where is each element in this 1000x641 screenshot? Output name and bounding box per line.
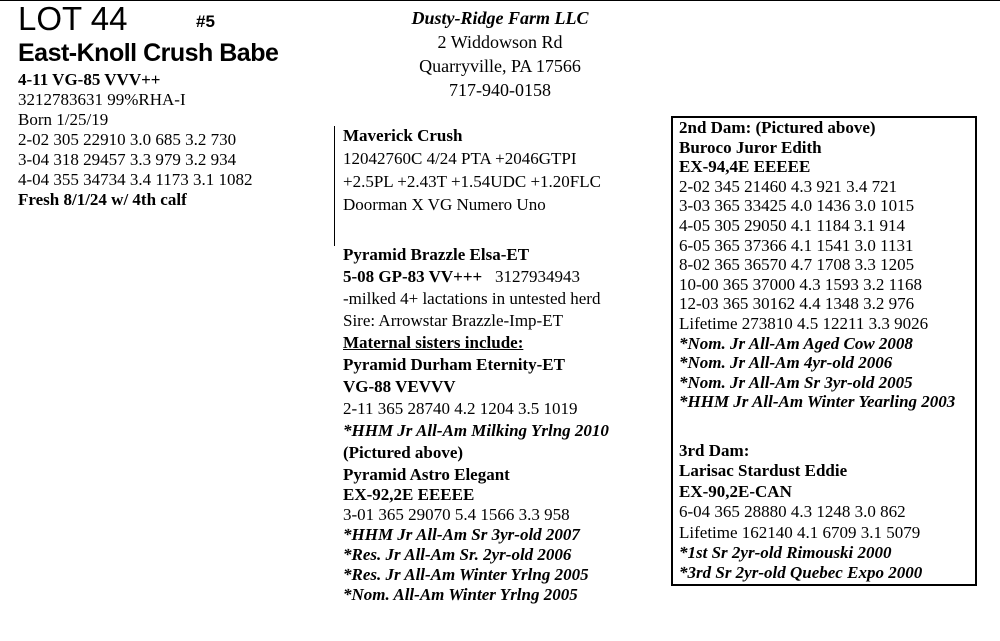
dam3-heading: 3rd Dam: [679,441,750,460]
dam-sire: Sire: Arrowstar Brazzle-Imp-ET [343,311,563,330]
dam2-record: 3-03 365 33425 4.0 1436 3.0 1015 [679,196,915,216]
sire-divider [334,126,335,246]
sire-line: 12042760C 4/24 PTA +2046GTPI [343,149,577,168]
dam-classification: 5-08 GP-83 VV+++ [343,267,483,286]
sister-block [343,465,589,605]
dam3-block [679,441,922,584]
production-record: 3-04 318 29457 3.3 979 3.2 934 [18,150,237,169]
sister-pictured: (Pictured above) [343,443,464,462]
farm-address: 2 Widdowson Rd [437,32,563,52]
dam-name: Pyramid Brazzle Elsa-ET [343,245,530,264]
animal-classification: 4-11 VG-85 VVV++ [18,70,161,89]
dam3-name: Larisac Stardust Eddie [679,461,848,481]
animal-name: East-Knoll Crush Babe [18,39,279,67]
dam2-name: Buroco Juror Edith [679,137,822,157]
farm-phone: 717-940-0158 [449,80,551,100]
sister-award: *Res. Jr All-Am Winter Yrlng 2005 [343,565,589,584]
fresh-date: Fresh 8/1/24 w/ 4th calf [18,190,187,209]
dam-classification-line [343,266,609,288]
dam2-lifetime: Lifetime 273810 4.5 12211 3.3 9026 [679,313,929,333]
dam2-award: *Nom. Jr All-Am 4yr-old 2006 [679,353,893,373]
dam-block [343,244,609,464]
dam2-heading: 2nd Dam: (Pictured above) [679,118,876,137]
sister-classification: EX-92,2E EEEEE [343,485,475,504]
sister-award: *Nom. All-Am Winter Yrlng 2005 [343,585,578,604]
dam-registration: 3127934943 [495,267,580,286]
animal-info [18,70,253,210]
dam2-award: *Nom. Jr All-Am Sr 3yr-old 2005 [679,372,913,392]
production-record: 2-02 305 22910 3.0 685 3.2 730 [18,130,237,149]
lot-sequence: #5 [196,12,215,31]
sire-line: +2.5PL +2.43T +1.54UDC +1.20FLC [343,172,601,191]
dam2-award: *HHM Jr All-Am Winter Yearling 2003 [679,392,956,412]
dam2-record: 12-03 365 30162 4.4 1348 3.2 976 [679,294,915,314]
dam3-record: 6-04 365 28880 4.3 1248 3.0 862 [679,502,906,522]
dam2-classification: EX-94,4E EEEEE [679,157,811,177]
dam2-record: 4-05 305 29050 4.1 1184 3.1 914 [679,215,906,235]
dam2-record: 8-02 365 36570 4.7 1708 3.3 1205 [679,255,915,275]
dam3-lifetime: Lifetime 162140 4.1 6709 3.1 5079 [679,522,921,542]
dam2-record: 6-05 365 37366 4.1 1541 3.0 1131 [679,235,914,255]
sister-classification: VG-88 VEVVV [343,377,456,396]
sister-award: *HHM Jr All-Am Sr 3yr-old 2007 [343,525,580,544]
lot-title: LOT 44 [18,0,128,37]
sister-name: Pyramid Astro Elegant [343,465,510,484]
animal-registration: 3212783631 99%RHA-I [18,90,186,109]
animal-birthdate: Born 1/25/19 [18,110,109,129]
sister-name: Pyramid Durham Eternity-ET [343,355,565,374]
dam2-record: 10-00 365 37000 4.3 1593 3.2 1168 [679,274,923,294]
production-record: 4-04 355 34734 3.4 1173 3.1 1082 [18,170,253,189]
sire-block [343,124,601,216]
sister-record: 2-11 365 28740 4.2 1204 3.5 1019 [343,399,578,418]
dam2-block [679,118,955,412]
maternal-sisters-heading: Maternal sisters include: [343,333,524,352]
dam2-record: 2-02 345 21460 4.3 921 3.4 721 [679,176,898,196]
farm-city: Quarryville, PA 17566 [419,56,581,76]
dam-note: -milked 4+ lactations in untested herd [343,289,601,308]
sister-award: *Res. Jr All-Am Sr. 2yr-old 2006 [343,545,572,564]
dam3-classification: EX-90,2E-CAN [679,481,792,501]
top-border-line [0,0,1000,1]
dam3-award: *1st Sr 2yr-old Rimouski 2000 [679,542,892,562]
dam2-award: *Nom. Jr All-Am Aged Cow 2008 [679,333,913,353]
consignor-block [395,6,605,102]
sire-name: Maverick Crush [343,126,463,145]
sister-award: *HHM Jr All-Am Milking Yrlng 2010 [343,421,609,440]
sire-line: Doorman X VG Numero Uno [343,195,546,214]
sister-record: 3-01 365 29070 5.4 1566 3.3 958 [343,505,570,524]
farm-name: Dusty-Ridge Farm LLC [411,8,589,28]
dam3-award: *3rd Sr 2yr-old Quebec Expo 2000 [679,563,923,583]
